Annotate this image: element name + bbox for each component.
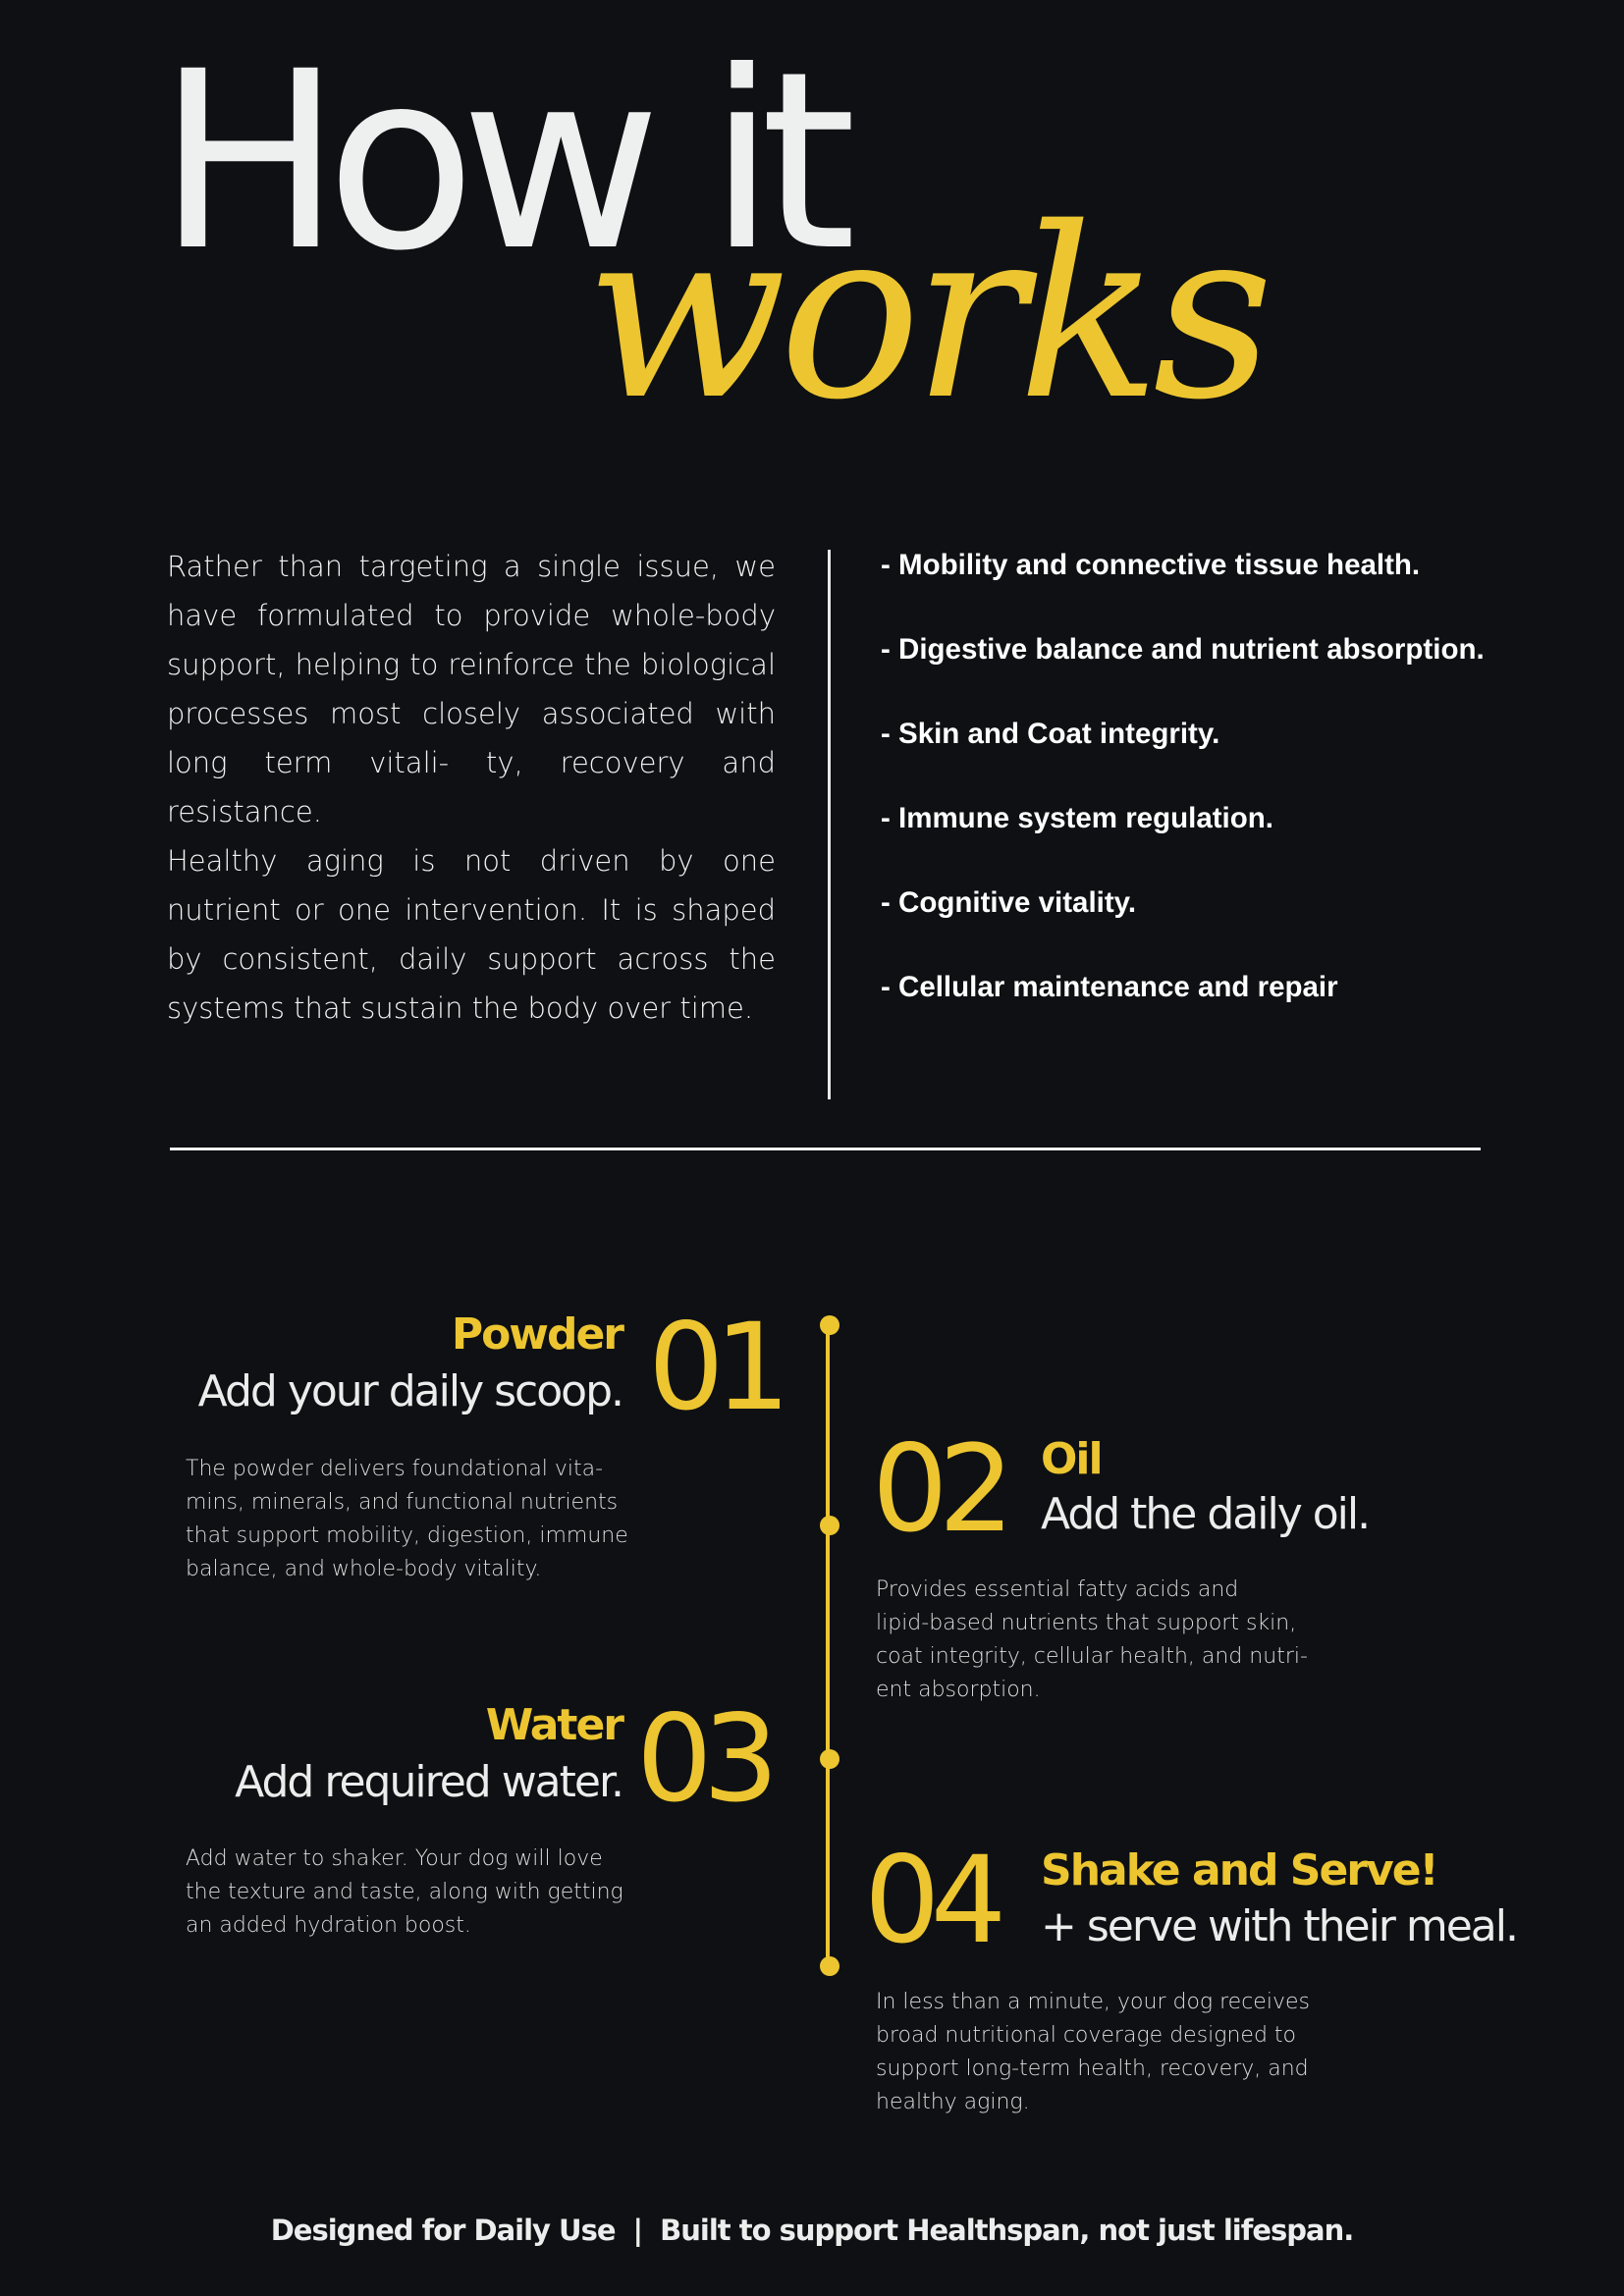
benefit-item: - Cellular maintenance and repair [881, 971, 1338, 1003]
benefit-item: - Mobility and connective tissue health. [881, 549, 1421, 581]
title-line-works: works [585, 177, 1267, 452]
step-1-number: 01 [648, 1298, 782, 1437]
benefits-list [881, 542, 1485, 1048]
title-line-how-it: How it [157, 19, 841, 304]
timeline-line [826, 1325, 830, 1968]
timeline-dot [820, 1956, 839, 1976]
timeline-dot [820, 1749, 839, 1769]
step-3-label: Water [485, 1700, 623, 1750]
step-4-description: In less than a minute, your dog receives broad nutritional coverage designed to support long-term health, recovery, and healthy aging. [876, 1990, 1310, 2114]
intro-paragraph-2: Healthy aging is not driven by one nutrient or one intervention. It is shaped by consistent, daily support across the systems that sustain the body over time. [167, 844, 777, 1025]
step-4-number: 04 [864, 1831, 998, 1970]
step-3-description: Add water to shaker. Your dog will love the texture and taste, along with getting an added hydration boost. [186, 1846, 623, 1938]
timeline-dot [820, 1315, 839, 1335]
benefit-item: - Digestive balance and nutrient absorption. [881, 633, 1485, 666]
step-4-label: Shake and Serve! [1041, 1845, 1437, 1896]
timeline-dot [820, 1516, 839, 1535]
footer-left-text: Designed for Daily Use [270, 2214, 616, 2247]
benefit-item: - Immune system regulation. [881, 802, 1273, 834]
step-3-heading: Add required water. [235, 1757, 623, 1807]
step-2-label: Oil [1041, 1434, 1102, 1484]
intro-paragraph-1: Rather than targeting a single issue, we have formulated to provide whole-body support, helping to reinforce the biological processes most closely associated with long term vitali- ty, recovery and resistance. [167, 550, 777, 828]
footer-right-text: Built to support Healthspan, not just lifespan. [660, 2214, 1354, 2247]
benefit-item: - Cognitive vitality. [881, 886, 1137, 919]
step-2-heading: Add the daily oil. [1041, 1489, 1370, 1539]
intro-vertical-divider [828, 550, 831, 1099]
footer-separator: | [632, 2214, 643, 2247]
step-2-number: 02 [872, 1419, 1005, 1559]
step-4-heading: + serve with their meal. [1041, 1901, 1517, 1951]
step-2-description: Provides essential fatty acids and lipid-based nutrients that support skin, coat integrity, cellular health, and nutri- ent absorption. [876, 1577, 1308, 1702]
section-divider [170, 1148, 1481, 1150]
step-1-description: The powder delivers foundational vita- mins, minerals, and functional nutrients that support mobility, digestion, immune balance, and whole-body vitality. [186, 1457, 628, 1581]
benefit-item: - Skin and Coat integrity. [881, 718, 1220, 750]
step-1-label: Powder [451, 1309, 623, 1360]
step-1-heading: Add your daily scoop. [197, 1366, 623, 1416]
step-3-number: 03 [636, 1689, 770, 1829]
footer-tagline [0, 2214, 1624, 2247]
